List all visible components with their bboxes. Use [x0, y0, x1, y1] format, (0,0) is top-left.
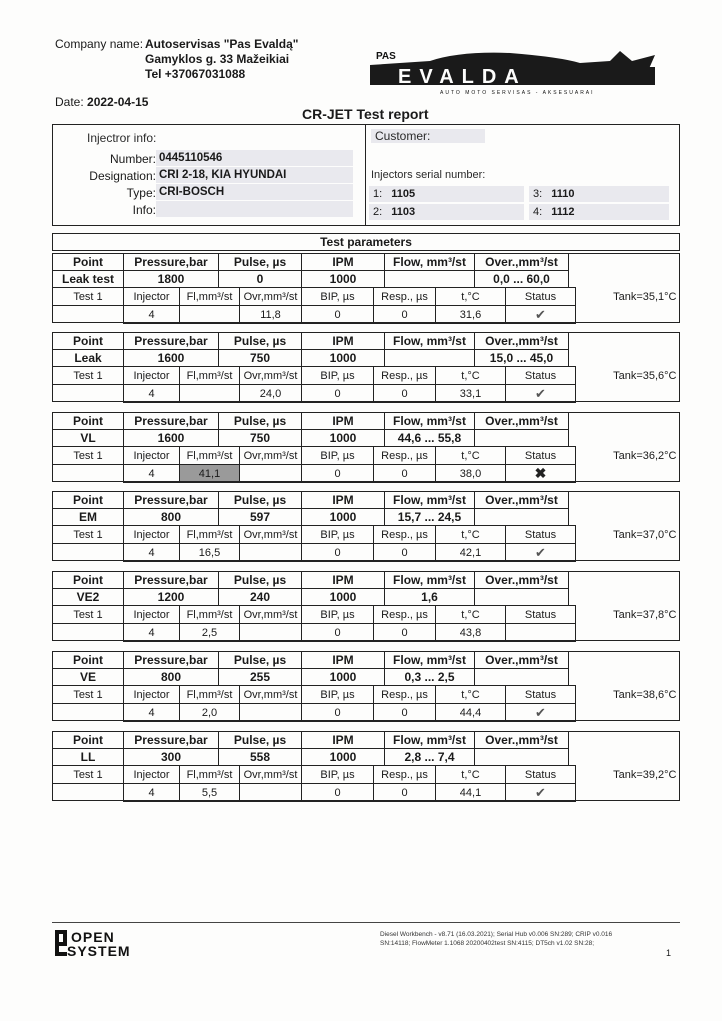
open-system-logo: [55, 928, 195, 958]
ipm-header: IPM: [302, 572, 385, 589]
pressure-value: 300: [124, 749, 219, 766]
temp-header: t,°C: [436, 686, 506, 704]
flow-range: 15,7 ... 24,5: [385, 509, 475, 526]
report-title: CR-JET Test report: [302, 106, 429, 122]
tank-temperature: Tank=39,2°C: [613, 768, 677, 781]
flow-header: Flow, mm³/st: [385, 254, 475, 271]
fl-header: Fl,mm³/st: [180, 766, 240, 784]
ipm-header: IPM: [302, 413, 385, 430]
test-block-frame: [52, 253, 680, 323]
resp-header: Resp., µs: [374, 447, 436, 465]
bip-header: BIP, µs: [302, 367, 374, 385]
test-label: Test 1: [53, 526, 124, 544]
test-label: Test 1: [53, 447, 124, 465]
over-header: Over.,mm³/st: [475, 492, 569, 509]
serial-1: 1: 1105: [369, 186, 524, 202]
point-name: LL: [53, 749, 124, 766]
resp-value: 0: [374, 624, 436, 642]
flow-range: 0,3 ... 2,5: [385, 669, 475, 686]
logo-tagline: AUTO MOTO SERVISAS - AKSESUARAI: [440, 90, 595, 96]
point-header: Point: [53, 652, 124, 669]
resp-header: Resp., µs: [374, 766, 436, 784]
info-label: Info:: [132, 203, 156, 217]
ipm-value: 1000: [302, 749, 385, 766]
pulse-value: 597: [219, 509, 302, 526]
resp-value: 0: [374, 385, 436, 403]
status-header: Status: [506, 288, 576, 306]
fl-header: Fl,mm³/st: [180, 686, 240, 704]
temp-value: 31,6: [436, 306, 506, 324]
injector-header: Injector: [124, 447, 180, 465]
pressure-value: 800: [124, 509, 219, 526]
ovr-header: Ovr,mm³/st: [240, 447, 302, 465]
injector-number-value: 4: [124, 784, 180, 802]
fl-value: 16,5: [180, 544, 240, 562]
point-name: Leak: [53, 350, 124, 367]
temp-header: t,°C: [436, 766, 506, 784]
injector-number-value: 4: [124, 306, 180, 324]
pressure-header: Pressure,bar: [124, 572, 219, 589]
bip-header: BIP, µs: [302, 606, 374, 624]
pressure-value: 1600: [124, 350, 219, 367]
resp-header: Resp., µs: [374, 367, 436, 385]
injector-number-value: 4: [124, 624, 180, 642]
ovr-header: Ovr,mm³/st: [240, 606, 302, 624]
pressure-header: Pressure,bar: [124, 333, 219, 350]
bip-value: 0: [302, 544, 374, 562]
test-label: Test 1: [53, 686, 124, 704]
footer-divider: [52, 922, 680, 923]
pulse-value: 0: [219, 271, 302, 288]
test-block-frame: [52, 731, 680, 801]
point-name: VE2: [53, 589, 124, 606]
flow-header: Flow, mm³/st: [385, 652, 475, 669]
ovr-header: Ovr,mm³/st: [240, 686, 302, 704]
over-header: Over.,mm³/st: [475, 652, 569, 669]
evalda-logo: [370, 47, 660, 97]
resp-value: 0: [374, 306, 436, 324]
pulse-header: Pulse, µs: [219, 652, 302, 669]
designation-label: Designation:: [89, 169, 156, 183]
point-header: Point: [53, 572, 124, 589]
temp-header: t,°C: [436, 367, 506, 385]
flow-header: Flow, mm³/st: [385, 492, 475, 509]
over-range: 0,0 ... 60,0: [475, 271, 569, 288]
pressure-value: 1200: [124, 589, 219, 606]
bip-header: BIP, µs: [302, 447, 374, 465]
logo-top-text: PAS: [376, 51, 396, 62]
injector-designation: CRI 2-18, KIA HYUNDAI: [156, 167, 353, 183]
pulse-value: 750: [219, 430, 302, 447]
check-icon: ✔: [535, 784, 546, 800]
company-address: Gamyklos g. 33 Mažeikiai: [145, 52, 290, 66]
ovr-value: 24,0: [240, 385, 302, 403]
ovr-header: Ovr,mm³/st: [240, 766, 302, 784]
point-header: Point: [53, 333, 124, 350]
temp-value: 42,1: [436, 544, 506, 562]
flow-header: Flow, mm³/st: [385, 732, 475, 749]
pressure-header: Pressure,bar: [124, 732, 219, 749]
resp-header: Resp., µs: [374, 288, 436, 306]
injector-header: Injector: [124, 686, 180, 704]
point-name: VE: [53, 669, 124, 686]
flow-range: 44,6 ... 55,8: [385, 430, 475, 447]
bip-header: BIP, µs: [302, 288, 374, 306]
temp-value: 33,1: [436, 385, 506, 403]
pressure-header: Pressure,bar: [124, 254, 219, 271]
temp-value: 44,4: [436, 704, 506, 722]
resp-value: 0: [374, 704, 436, 722]
bip-value: 0: [302, 784, 374, 802]
bip-header: BIP, µs: [302, 766, 374, 784]
bip-header: BIP, µs: [302, 526, 374, 544]
over-header: Over.,mm³/st: [475, 732, 569, 749]
status-header: Status: [506, 367, 576, 385]
customer-label: Customer:: [371, 129, 485, 143]
fl-value: 2,5: [180, 624, 240, 642]
injector-header: Injector: [124, 288, 180, 306]
company-phone: Tel +37067031088: [145, 67, 246, 81]
test-label: Test 1: [53, 606, 124, 624]
temp-value: 43,8: [436, 624, 506, 642]
temp-header: t,°C: [436, 606, 506, 624]
pressure-value: 1800: [124, 271, 219, 288]
test-block-frame: [52, 651, 680, 721]
ipm-header: IPM: [302, 652, 385, 669]
injector-header: Injector: [124, 367, 180, 385]
over-header: Over.,mm³/st: [475, 333, 569, 350]
ipm-header: IPM: [302, 732, 385, 749]
ipm-value: 1000: [302, 350, 385, 367]
over-header: Over.,mm³/st: [475, 254, 569, 271]
resp-header: Resp., µs: [374, 606, 436, 624]
test-label: Test 1: [53, 367, 124, 385]
flow-range: 1,6: [385, 589, 475, 606]
temp-header: t,°C: [436, 447, 506, 465]
temp-header: t,°C: [436, 288, 506, 306]
footer-software-info: Diesel Workbench - v8.71 (16.03.2021); Serial Hub v0.006 SN:289; CRIP v0.016 SN:14118; FlowMeter 1.1068 20200402test SN:4115; DT5ch v1.02 SN:28;: [380, 931, 613, 947]
ovr-header: Ovr,mm³/st: [240, 526, 302, 544]
resp-value: 0: [374, 465, 436, 483]
test-label: Test 1: [53, 766, 124, 784]
status-header: Status: [506, 766, 576, 784]
ovr-header: Ovr,mm³/st: [240, 288, 302, 306]
tank-temperature: Tank=38,6°C: [613, 688, 677, 701]
fl-header: Fl,mm³/st: [180, 606, 240, 624]
flow-range: 2,8 ... 7,4: [385, 749, 475, 766]
serial-4: 4: 1112: [529, 204, 669, 220]
injector-number-value: 4: [124, 465, 180, 483]
pulse-value: 558: [219, 749, 302, 766]
serial-3: 3: 1110: [529, 186, 669, 202]
point-name: VL: [53, 430, 124, 447]
pulse-header: Pulse, µs: [219, 413, 302, 430]
tank-temperature: Tank=36,2°C: [613, 449, 677, 462]
temp-header: t,°C: [436, 526, 506, 544]
point-header: Point: [53, 732, 124, 749]
serial-2: 2: 1103: [369, 204, 524, 220]
flow-header: Flow, mm³/st: [385, 333, 475, 350]
ipm-header: IPM: [302, 254, 385, 271]
fl-header: Fl,mm³/st: [180, 447, 240, 465]
tank-temperature: Tank=35,6°C: [613, 369, 677, 382]
tank-temperature: Tank=37,8°C: [613, 608, 677, 621]
resp-header: Resp., µs: [374, 526, 436, 544]
fl-value: 2,0: [180, 704, 240, 722]
test-block-frame: [52, 491, 680, 561]
point-header: Point: [53, 492, 124, 509]
date-value: 2022-04-15: [87, 95, 149, 109]
point-name: EM: [53, 509, 124, 526]
pulse-header: Pulse, µs: [219, 492, 302, 509]
ipm-header: IPM: [302, 333, 385, 350]
pulse-value: 750: [219, 350, 302, 367]
pressure-value: 1600: [124, 430, 219, 447]
tank-temperature: Tank=37,0°C: [613, 528, 677, 541]
date-label: Date:: [55, 95, 84, 109]
company-block: [145, 37, 298, 82]
injector-number-value: 4: [124, 544, 180, 562]
ovr-header: Ovr,mm³/st: [240, 367, 302, 385]
svg-text:SYSTEM: SYSTEM: [67, 943, 131, 958]
injector-number: 0445110546: [156, 150, 353, 166]
fl-value: 41,1: [180, 465, 240, 483]
injector-header: Injector: [124, 526, 180, 544]
temp-value: 38,0: [436, 465, 506, 483]
point-header: Point: [53, 254, 124, 271]
serials-label: Injectors serial number:: [371, 169, 486, 181]
flow-header: Flow, mm³/st: [385, 413, 475, 430]
temp-value: 44,1: [436, 784, 506, 802]
injector-info-box: [52, 124, 680, 226]
test-block-frame: [52, 412, 680, 482]
injector-header: Injector: [124, 606, 180, 624]
over-header: Over.,mm³/st: [475, 413, 569, 430]
logo-main-text: EVALDA: [398, 66, 527, 88]
bip-value: 0: [302, 385, 374, 403]
type-label: Type:: [126, 186, 156, 200]
cross-icon: ✖: [534, 465, 547, 481]
number-label: Number:: [109, 152, 156, 166]
check-icon: ✔: [535, 385, 546, 401]
bip-value: 0: [302, 465, 374, 483]
resp-header: Resp., µs: [374, 686, 436, 704]
point-name: Leak test: [53, 271, 124, 288]
resp-value: 0: [374, 544, 436, 562]
bip-value: 0: [302, 306, 374, 324]
report-date: [55, 95, 148, 109]
injector-header: Injector: [124, 766, 180, 784]
injector-number-value: 4: [124, 704, 180, 722]
ipm-value: 1000: [302, 271, 385, 288]
flow-header: Flow, mm³/st: [385, 572, 475, 589]
over-range: 15,0 ... 45,0: [475, 350, 569, 367]
ipm-header: IPM: [302, 492, 385, 509]
test-label: Test 1: [53, 288, 124, 306]
pulse-header: Pulse, µs: [219, 572, 302, 589]
resp-value: 0: [374, 784, 436, 802]
test-block-frame: [52, 571, 680, 641]
fl-header: Fl,mm³/st: [180, 288, 240, 306]
ovr-value: 11,8: [240, 306, 302, 324]
pressure-value: 800: [124, 669, 219, 686]
pulse-header: Pulse, µs: [219, 333, 302, 350]
fl-header: Fl,mm³/st: [180, 367, 240, 385]
fl-header: Fl,mm³/st: [180, 526, 240, 544]
ipm-value: 1000: [302, 589, 385, 606]
ipm-value: 1000: [302, 430, 385, 447]
bip-header: BIP, µs: [302, 686, 374, 704]
check-icon: ✔: [535, 306, 546, 322]
pulse-value: 255: [219, 669, 302, 686]
check-icon: ✔: [535, 704, 546, 720]
bip-value: 0: [302, 624, 374, 642]
fl-value: 5,5: [180, 784, 240, 802]
pressure-header: Pressure,bar: [124, 652, 219, 669]
svg-text:OPEN: OPEN: [71, 929, 115, 945]
pressure-header: Pressure,bar: [124, 492, 219, 509]
status-header: Status: [506, 686, 576, 704]
test-params-title: Test parameters: [52, 233, 680, 251]
pulse-header: Pulse, µs: [219, 732, 302, 749]
pulse-header: Pulse, µs: [219, 254, 302, 271]
company-name: Autoservisas "Pas Evaldą": [145, 37, 299, 51]
pulse-value: 240: [219, 589, 302, 606]
injector-number-value: 4: [124, 385, 180, 403]
status-header: Status: [506, 447, 576, 465]
page-number: 1: [666, 948, 672, 958]
test-block-frame: [52, 332, 680, 402]
bip-value: 0: [302, 704, 374, 722]
over-header: Over.,mm³/st: [475, 572, 569, 589]
status-header: Status: [506, 526, 576, 544]
injector-info-header: Injectror info:: [87, 131, 157, 145]
check-icon: ✔: [535, 544, 546, 560]
ipm-value: 1000: [302, 509, 385, 526]
company-name-label: Company name:: [55, 37, 144, 51]
point-header: Point: [53, 413, 124, 430]
injector-info-value: [156, 201, 353, 217]
ipm-value: 1000: [302, 669, 385, 686]
pressure-header: Pressure,bar: [124, 413, 219, 430]
injector-type: CRI-BOSCH: [156, 184, 353, 200]
tank-temperature: Tank=35,1°C: [613, 290, 677, 303]
status-header: Status: [506, 606, 576, 624]
